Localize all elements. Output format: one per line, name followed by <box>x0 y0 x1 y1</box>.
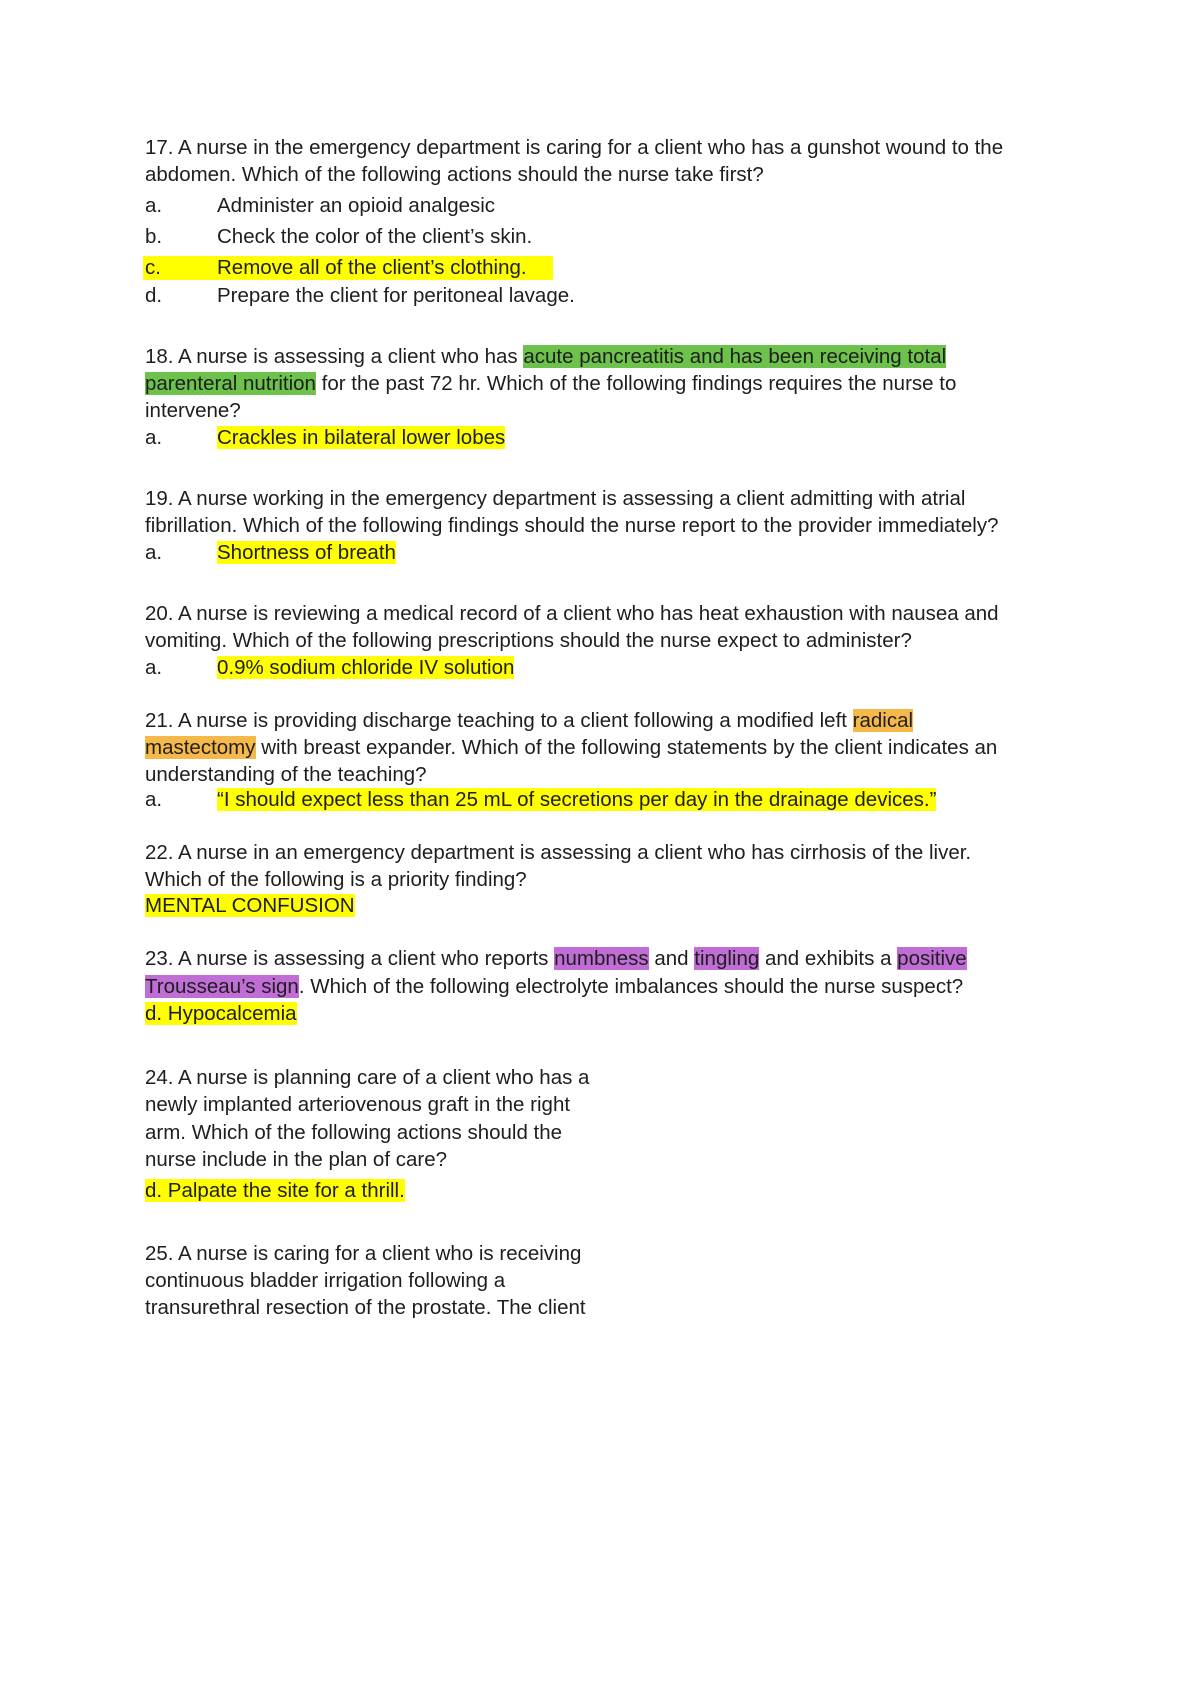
option-text: Administer an opioid analgesic <box>217 194 496 217</box>
option-letter: a. <box>145 656 163 679</box>
question-text <box>145 946 967 972</box>
correct-answer-text <box>145 893 355 919</box>
question-text: understanding of the teaching? <box>145 763 427 786</box>
yellow-highlight: Shortness of breath <box>217 541 396 564</box>
question-text-part: 18. A nurse is assessing a client who has <box>145 345 524 368</box>
yellow-highlight: 0.9% sodium chloride IV solution <box>217 656 515 679</box>
green-highlight: acute pancreatitis and has been receiving total <box>523 345 947 368</box>
question-text-part: with breast expander. Which of the following statements by the client indicates an <box>255 736 998 759</box>
question-text: 20. A nurse is reviewing a medical record of a client who has heat exhaustion with nausea and <box>145 602 999 625</box>
question-text-part: for the past 72 hr. Which of the following findings requires the nurse to <box>315 372 957 395</box>
question-text: nurse include in the plan of care? <box>145 1148 448 1171</box>
question-text-part: and <box>648 947 695 970</box>
option-text: Prepare the client for peritoneal lavage. <box>217 284 575 307</box>
yellow-highlight: “I should expect less than 25 mL of secretions per day in the drainage devices.” <box>217 788 937 811</box>
correct-answer-text <box>217 425 505 451</box>
question-text-part: 21. A nurse is providing discharge teaching to a client following a modified left <box>145 709 853 732</box>
yellow-highlight: MENTAL CONFUSION <box>145 894 355 917</box>
option-letter: c. <box>145 256 161 279</box>
option-letter: a. <box>145 541 163 564</box>
green-highlight: parenteral nutrition <box>145 372 316 395</box>
question-text: Which of the following is a priority finding? <box>145 868 527 891</box>
purple-highlight: positive <box>897 947 967 970</box>
question-text: intervene? <box>145 399 241 422</box>
purple-highlight: tingling <box>694 947 760 970</box>
question-text: vomiting. Which of the following prescriptions should the nurse expect to administer? <box>145 629 912 652</box>
correct-answer-text <box>217 540 396 566</box>
question-text-part: and exhibits a <box>759 947 898 970</box>
question-text: 22. A nurse in an emergency department is assessing a client who has cirrhosis of the liver. <box>145 841 972 864</box>
option-letter: a. <box>145 426 163 449</box>
question-text-part: . Which of the following electrolyte imbalances should the nurse suspect? <box>298 975 964 998</box>
question-text <box>145 735 997 761</box>
correct-answer-text <box>145 1178 405 1204</box>
orange-highlight: mastectomy <box>145 736 256 759</box>
correct-answer-text <box>145 1001 297 1027</box>
question-text-part: 23. A nurse is assessing a client who reports <box>145 947 555 970</box>
orange-highlight: radical <box>852 709 914 732</box>
question-text: 25. A nurse is caring for a client who is receiving <box>145 1242 582 1265</box>
question-text: 24. A nurse is planning care of a client who has a <box>145 1066 590 1089</box>
option-letter: a. <box>145 194 163 217</box>
question-text: abdomen. Which of the following actions should the nurse take first? <box>145 163 764 186</box>
question-text: 19. A nurse working in the emergency department is assessing a client admitting with atrial <box>145 487 966 510</box>
option-letter: b. <box>145 225 163 248</box>
correct-answer-text <box>217 655 514 681</box>
option-letter: d. <box>145 284 163 307</box>
purple-highlight: Trousseau’s sign <box>145 975 299 998</box>
question-text: continuous bladder irrigation following a <box>145 1269 506 1292</box>
yellow-highlight: d. Palpate the site for a thrill. <box>145 1179 405 1202</box>
option-text: Check the color of the client’s skin. <box>217 225 533 248</box>
question-text: 17. A nurse in the emergency department is caring for a client who has a gunshot wound to the <box>145 136 1004 159</box>
question-text <box>145 371 956 397</box>
question-text <box>145 708 913 734</box>
question-text: transurethral resection of the prostate. The client <box>145 1296 586 1319</box>
correct-answer-text: Remove all of the client’s clothing. <box>217 256 527 279</box>
purple-highlight: numbness <box>554 947 649 970</box>
yellow-highlight: Crackles in bilateral lower lobes <box>217 426 506 449</box>
question-text: fibrillation. Which of the following findings should the nurse report to the provider immediately? <box>145 514 999 537</box>
option-letter: a. <box>145 788 163 811</box>
yellow-highlight: d. Hypocalcemia <box>145 1002 297 1025</box>
question-text: arm. Which of the following actions should the <box>145 1121 563 1144</box>
question-text <box>145 974 963 1000</box>
question-text <box>145 344 946 370</box>
correct-answer-text <box>217 787 936 813</box>
question-text: newly implanted arteriovenous graft in the right <box>145 1093 571 1116</box>
